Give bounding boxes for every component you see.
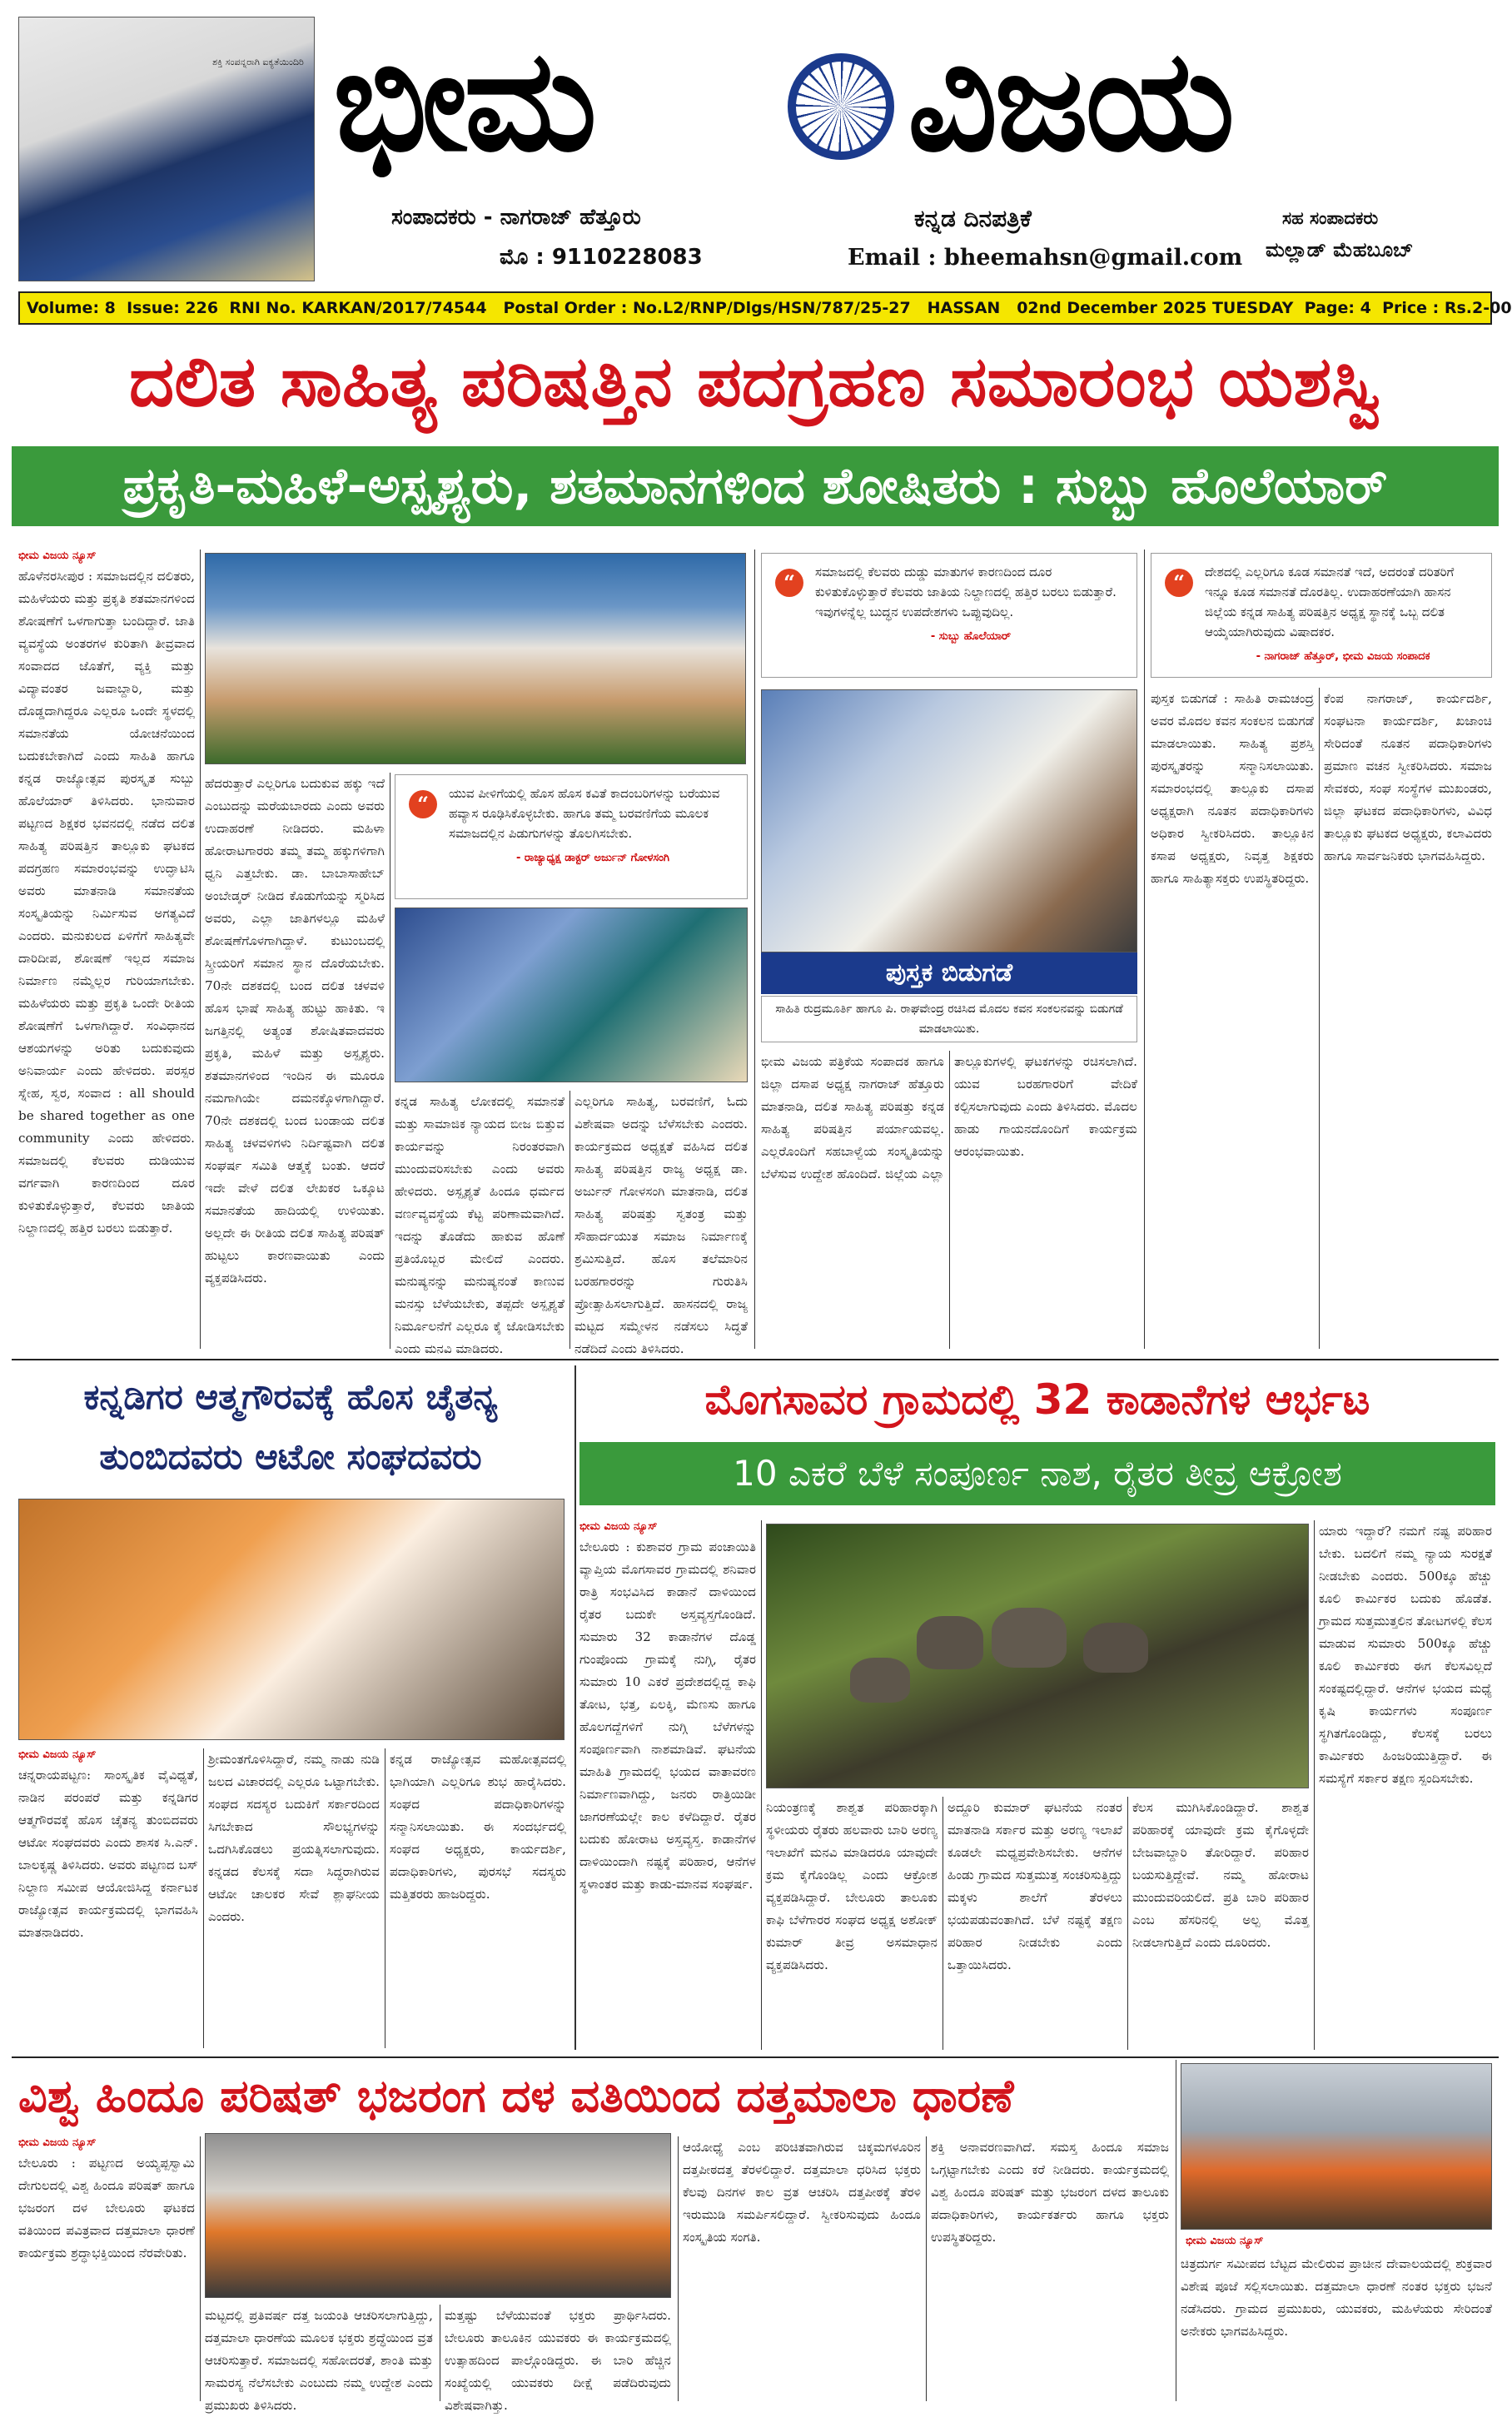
divider xyxy=(200,550,201,1349)
vhp-photo xyxy=(205,2133,671,2298)
divider xyxy=(678,2136,679,2401)
info-bar xyxy=(18,291,1512,325)
quote-icon: “ xyxy=(409,790,437,818)
elephant-col-2-text: ನಿಯಂತ್ರಣಕ್ಕೆ ಶಾಶ್ವತ ಪರಿಹಾರಕ್ಕಾಗಿ ಸ್ಥಳೀಯರು ರೈತರು ಹಲವಾರು ಬಾರಿ ಅರಣ್ಯ ಇಲಾಖೆಗೆ ಮನವಿ ಮಾಡಿದರೂ ಯಾವುದೇ ಕ್ರಮ ಕೈಗೊಂಡಿಲ್ಲ ಎಂದು ಆಕ್ರೋಶ ವ್ಯಕ್ತಪಡಿಸಿದ್ದಾರೆ. ಬೇಲೂರು ತಾಲೂಕು ಕಾಫಿ ಬೆಳೆಗಾರರ ಸಂಘದ ಅಧ್ಯಕ್ಷ ಅಶೋಕ್ ಕುಮಾರ್ ತೀವ್ರ ಅಸಮಾಧಾನ ವ್ಯಕ್ತಪಡಿಸಿದರು. xyxy=(766,1800,938,1972)
auto-headline: ಕನ್ನಡಿಗರ ಆತ್ಮಗೌರವಕ್ಕೆ ಹೊಸ ಚೈತನ್ಯ ತುಂಬಿದವರು ಆಟೋ ಸಂಘದವರು xyxy=(83,1376,498,1477)
elephant-shape xyxy=(850,1658,910,1703)
vhp-side-byline: ಭೀಮ ವಿಜಯ ನ್ಯೂಸ್ xyxy=(1186,2235,1264,2247)
divider xyxy=(926,2136,927,2401)
lead-col-6-text: ಪುಸ್ತಕ ಬಿಡುಗಡೆ : ಸಾಹಿತಿ ರಾಮಚಂದ್ರ ಅವರ ಮೊದಲ ಕವನ ಸಂಕಲನ ಬಿಡುಗಡೆ ಮಾಡಲಾಯಿತು. ಸಾಹಿತ್ಯ ಪ್ರಶಸ್ತಿ ಪುರಸ್ಕೃತರನ್ನು ಸನ್ಮಾನಿಸಲಾಯಿತು. ಸಮಾರಂಭದಲ್ಲಿ ತಾಲ್ಲೂಕು ದಸಾಪ ಅಧ್ಯಕ್ಷರಾಗಿ ನೂತನ ಪದಾಧಿಕಾರಿಗಳು ಅಧಿಕಾರ ಸ್ವೀಕರಿಸಿದರು. ತಾಲ್ಲೂಕಿನ ಕಸಾಪ ಅಧ್ಯಕ್ಷರು, ನಿವೃತ್ತ ಶಿಕ್ಷಕರು ಹಾಗೂ ಸಾಹಿತ್ಯಾಸಕ್ತರು ಉಪಸ್ಥಿತರಿದ್ದರು. xyxy=(1151,691,1314,886)
quote-3-text: ದೇಶದಲ್ಲಿ ಎಲ್ಲರಿಗೂ ಕೂಡ ಸಮಾನತೆ ಇದೆ, ಅದರಂತೆ ದರಿತರಿಗೆ ಇನ್ನೂ ಕೂಡ ಸಮಾನತೆ ದೊರತಿಲ್ಲ. ಉದಾಹರಣೆಯಾಗಿ ಹಾಸನ ಜಿಲ್ಲೆಯ ಕನ್ನಡ ಸಾಹಿತ್ಯ ಪರಿಷತ್ತಿನ ಅಧ್ಯಕ್ಷ ಸ್ಥಾನಕ್ಕೆ ಒಬ್ಬ ದಲಿತ ಆಯ್ಕೆಯಾಗಿರುವುದು ವಿಷಾದಕರ. xyxy=(1205,564,1455,639)
quote-nagaraj xyxy=(1151,553,1492,678)
elephant-shape xyxy=(992,1608,1067,1668)
vhp-col-1 xyxy=(18,2136,195,2401)
elephant-col-5-text: ಯಾರು ಇದ್ದಾರೆ? ನಮಗೆ ನಷ್ಟ ಪರಿಹಾರ ಬೇಕು. ಬದಲಿಗೆ ನಮ್ಮ ನ್ಯಾಯ ಸುರಕ್ಷತೆ ನೀಡಬೇಕು ಎಂದರು. 500ಕ್ಕೂ ಹೆಚ್ಚು ಕೂಲಿ ಕಾರ್ಮಿಕರ ಬದುಕು ಹೊಡೆತ. ಗ್ರಾಮದ ಸುತ್ತಮುತ್ತಲಿನ ತೋಟಗಳಲ್ಲಿ ಕೆಲಸ ಮಾಡುವ ಸುಮಾರು 500ಕ್ಕೂ ಹೆಚ್ಚು ಕೂಲಿ ಕಾರ್ಮಿಕರು ಈಗ ಕೆಲಸವಿಲ್ಲದೆ ಸಂಕಷ್ಟದಲ್ಲಿದ್ದಾರೆ. ಆನೆಗಳ ಭಯದ ಮಧ್ಯೆ ಕೃಷಿ ಕಾರ್ಯಗಳು ಸಂಪೂರ್ಣ ಸ್ಥಗಿತಗೊಂಡಿದ್ದು, ಕೆಲಸಕ್ಕೆ ಬರಲು ಕಾರ್ಮಿಕರು ಹಿಂಜರಿಯುತ್ತಿದ್ದಾರೆ. ಈ ಸಮಸ್ಯೆಗೆ ಸರ್ಕಾರ ತಕ್ಷಣ ಸ್ಪಂದಿಸಬೇಕು. xyxy=(1319,1524,1492,1786)
divider xyxy=(761,1520,762,2050)
elephant-col-1 xyxy=(579,1520,756,2050)
date: 02nd December 2025 TUESDAY xyxy=(1017,299,1294,317)
book-release-caption: ಸಾಹಿತಿ ರುದ್ರಮೂರ್ತಿ ಹಾಗೂ ಪಿ. ರಾಘವೇಂದ್ರ ರಚಿಸಿದ ಮೊದಲ ಕವನ ಸಂಕಲನವನ್ನು ಬಿಡುಗಡೆ ಮಾಡಲಾಯಿತು. xyxy=(761,996,1137,1042)
city: HASSAN xyxy=(927,299,1001,317)
lead-col-1-text: ಹೊಳೆನರಸೀಪುರ : ಸಮಾಜದಲ್ಲಿನ ದಲಿತರು, ಮಹಿಳೆಯರು ಮತ್ತು ಪ್ರಕೃತಿ ಶತಮಾನಗಳಿಂದ ಶೋಷಣೆಗೆ ಒಳಗಾಗುತ್ತಾ ಬಂದಿದ್ದಾರೆ. ಜಾತಿ ವ್ಯವಸ್ಥೆಯ ಅಂತರಗಳ ಕುರಿತಾಗಿ ತೀವ್ರವಾದ ಸಂವಾದದ ಜೊತೆಗೆ, ವ್ಯಕ್ತಿ ಮತ್ತು ವಿದ್ಯಾವಂತರ ಜವಾಬ್ದಾರಿ, ಮತ್ತು ದೊಡ್ಡದಾಗಿದ್ದರೂ ಎಲ್ಲರೂ ಒಂದೇ ಸ್ಥಳದಲ್ಲಿ ಸಮಾನತೆಯ ಯೋಚನೆಯಿಂದ ಬದುಕಬೇಕಾಗಿದೆ ಎಂದು ಸಾಹಿತಿ ಹಾಗೂ ಕನ್ನಡ ರಾಜ್ಯೋತ್ಸವ ಪುರಸ್ಕೃತ ಸುಬ್ಬು ಹೊಲೆಯಾರ್ ತಿಳಿಸಿದರು. ಭಾನುವಾರ ಪಟ್ಟಣದ ಶಿಕ್ಷಕರ ಭವನದಲ್ಲಿ ನಡೆದ ದಲಿತ ಸಾಹಿತ್ಯ ಪರಿಷತ್ತಿನ ತಾಲ್ಲೂಕು ಘಟಕದ ಪದಗ್ರಹಣ ಸಮಾರಂಭವನ್ನು ಉದ್ಘಾಟಿಸಿ ಅವರು ಮಾತನಾಡಿ ಸಮಾನತೆಯ ಸಂಸ್ಕೃತಿಯನ್ನು ನಿರ್ಮಿಸುವ ಅಗತ್ಯವಿದೆ ಎಂದರು. ಮನುಕುಲದ ಏಳಿಗೆಗೆ ಸಾಹಿತ್ಯವೇ ದಾರಿದೀಪ, ಶೋಷಣೆ ಇಲ್ಲದ ಸಮಾಜ ನಿರ್ಮಾಣ ನಮ್ಮೆಲ್ಲರ ಗುರಿಯಾಗಬೇಕು. ಮಹಿಳೆಯರು ಮತ್ತು ಪ್ರಕೃತಿ ಒಂದೇ ರೀತಿಯ ಶೋಷಣೆಗೆ ಒಳಗಾಗಿದ್ದಾರೆ. ಸಂವಿಧಾನದ ಆಶಯಗಳನ್ನು ಅರಿತು ಬದುಕುವುದು ಅನಿವಾರ್ಯ ಎಂದು ಹೇಳಿದರು. ಪರಸ್ಪರ ಸ್ನೇಹ, ಸ್ವರ, ಸಂವಾದ : all should be shared together as one community ಎಂದು ಹೇಳಿದರು. ಸಮಾಜದಲ್ಲಿ ಕೆಲವರು ದುಡಿಯುವ ವರ್ಗವಾಗಿ ಕಾರಣದಿಂದ ದೂರ ಕುಳಿತುಕೊಳ್ಳುತ್ತಾರೆ, ಕೆಲವರು ಜಾತಿಯ ನಿಲ್ದಾಣದಲ್ಲಿ ಹತ್ತಿರ ಬರಲು ಬಿಡುತ್ತಾರೆ. xyxy=(18,569,195,1236)
auto-col-1 xyxy=(18,1748,198,2048)
lead-headline: ದಲಿತ ಸಾಹಿತ್ಯ ಪರಿಷತ್ತಿನ ಪದಗ್ರಹಣ ಸಮಾರಂಭ ಯಶಸ್ವಿ xyxy=(129,341,1381,422)
section-divider xyxy=(12,1359,1499,1360)
lead-col-3-text: ಕನ್ನಡ ಸಾಹಿತ್ಯ ಲೋಕದಲ್ಲಿ ಸಮಾನತೆ ಮತ್ತು ಸಾಮಾಜಿಕ ನ್ಯಾಯದ ಬೀಜ ಬಿತ್ತುವ ಕಾರ್ಯವನ್ನು ನಿರಂತರವಾಗಿ ಮುಂದುವರಿಸಬೇಕು ಎಂದು ಅವರು ಹೇಳಿದರು. ಅಸ್ಪೃಶ್ಯತೆ ಹಿಂದೂ ಧರ್ಮದ ವರ್ಣವ್ಯವಸ್ಥೆಯ ಕೆಟ್ಟ ಪರಿಣಾಮವಾಗಿದೆ. ಇದನ್ನು ತೊಡೆದು ಹಾಕುವ ಹೊಣೆ ಪ್ರತಿಯೊಬ್ಬರ ಮೇಲಿದೆ ಎಂದರು. ಮನುಷ್ಯನನ್ನು ಮನುಷ್ಯನಂತೆ ಕಾಣುವ ಮನಸ್ಸು ಬೆಳೆಯಬೇಕು, ತಪ್ಪದೇ ಅಸ್ಪೃಶ್ಯತೆ ನಿರ್ಮೂಲನೆಗೆ ಎಲ್ಲರೂ ಕೈ ಜೋಡಿಸಬೇಕು ಎಂದು ಮನವಿ ಮಾಡಿದರು. xyxy=(395,1094,565,1356)
divider xyxy=(574,1365,576,2050)
divider xyxy=(203,1748,204,2048)
divider xyxy=(1319,688,1320,1349)
quote-1-text: ಯುವ ಪೀಳಿಗೆಯಲ್ಲಿ ಹೊಸ ಹೊಸ ಕವಿತೆ ಕಾದಂಬರಿಗಳನ್ನು ಬರೆಯುವ ಹವ್ಯಾಸ ರೂಢಿಸಿಕೊಳ್ಳಬೇಕು. ಹಾಗೂ ತಮ್ಮ ಬರವಣಿಗೆಯ ಮೂಲಕ ಸಮಾಜದಲ್ಲಿನ ಪಿಡುಗುಗಳನ್ನು ತೊಲಗಿಸಬೇಕು. xyxy=(449,786,720,841)
paper-type: ಕನ್ನಡ ದಿನಪತ್ರಿಕೆ xyxy=(914,205,1032,232)
elephant-col-4-text: ಕೆಲಸ ಮುಗಿಸಿಕೊಂಡಿದ್ದಾರೆ. ಶಾಶ್ವತ ಪರಿಹಾರಕ್ಕೆ ಯಾವುದೇ ಕ್ರಮ ಕೈಗೊಳ್ಳದೇ ಬೇಜವಾಬ್ದಾರಿ ತೋರಿದ್ದಾರೆ. ಪರಿಹಾರ ಬಯಸುತ್ತಿದ್ದೇವೆ. ನಮ್ಮ ಹೋರಾಟ ಮುಂದುವರಿಯಲಿದೆ. ಪ್ರತಿ ಬಾರಿ ಪರಿಹಾರ ಎಂಬ ಹೆಸರಿನಲ್ಲಿ ಅಲ್ಪ ಮೊತ್ತ ನೀಡಲಾಗುತ್ತಿದೆ ಎಂದು ದೂರಿದರು. xyxy=(1132,1800,1309,1950)
vhp-col-5-text: ಶಕ್ತಿ ಅನಾವರಣವಾಗಿದೆ. ಸಮಸ್ತ ಹಿಂದೂ ಸಮಾಜ ಒಗ್ಗಟ್ಟಾಗಬೇಕು ಎಂದು ಕರೆ ನೀಡಿದರು. ಕಾರ್ಯಕ್ರಮದಲ್ಲಿ ವಿಶ್ವ ಹಿಂದೂ ಪರಿಷತ್ ಮತ್ತು ಭಜರಂಗ ದಳದ ತಾಲೂಕು ಪದಾಧಿಕಾರಿಗಳು, ಕಾರ್ಯಕರ್ತರು ಹಾಗೂ ಭಕ್ತರು ಉಪಸ್ಥಿತರಿದ್ದರು. xyxy=(931,2140,1169,2245)
elephant-col-1-text: ಬೇಲೂರು : ಕುಶಾವರ ಗ್ರಾಮ ಪಂಚಾಯಿತಿ ವ್ಯಾಪ್ತಿಯ ಮೊಗಸಾವರ ಗ್ರಾಮದಲ್ಲಿ ಶನಿವಾರ ರಾತ್ರಿ ಸಂಭವಿಸಿದ ಕಾಡಾನೆ ದಾಳಿಯಿಂದ ರೈತರ ಬದುಕೇ ಅಸ್ತವ್ಯಸ್ತಗೊಂಡಿದೆ. ಸುಮಾರು 32 ಕಾಡಾನೆಗಳ ದೊಡ್ಡ ಗುಂಪೊಂದು ಗ್ರಾಮಕ್ಕೆ ನುಗ್ಗಿ, ರೈತರ ಸುಮಾರು 10 ಎಕರೆ ಪ್ರದೇಶದಲ್ಲಿದ್ದ ಕಾಫಿ ತೋಟ, ಭತ್ತ, ಏಲಕ್ಕಿ, ಮೆಣಸು ಹಾಗೂ ಹೊಲಗದ್ದೆಗಳಿಗೆ ನುಗ್ಗಿ ಬೆಳೆಗಳನ್ನು ಸಂಪೂರ್ಣವಾಗಿ ನಾಶಮಾಡಿವೆ. ಘಟನೆಯ ಮಾಹಿತಿ ಗ್ರಾಮದಲ್ಲಿ ಭಯದ ವಾತಾವರಣ ನಿರ್ಮಾಣವಾಗಿದ್ದು, ಜನರು ರಾತ್ರಿಯಿಡೀ ಜಾಗರಣೆಯಲ್ಲೇ ಕಾಲ ಕಳೆದಿದ್ದಾರೆ. ರೈತರ ಬದುಕು ಹೋರಾಟ ಅಸ್ತವ್ಯಸ್ತ. ಕಾಡಾನೆಗಳ ದಾಳಿಯಿಂದಾಗಿ ನಷ್ಟಕ್ಕೆ ಪರಿಹಾರ, ಆನೆಗಳ ಸ್ಥಳಾಂತರ ಮತ್ತು ಕಾಡು-ಮಾನವ ಸಂಘರ್ಷ. xyxy=(579,1539,756,1892)
auto-photo xyxy=(18,1499,565,1740)
lead-col-4-text: ಎಲ್ಲರಿಗೂ ಸಾಹಿತ್ಯ, ಬರವಣಿಗೆ, ಓದು ವಿಶೇಷವಾ ಅದನ್ನು ಬೆಳೆಸಬೇಕು ಎಂದರು. ಕಾರ್ಯಕ್ರಮದ ಅಧ್ಯಕ್ಷತೆ ವಹಿಸಿದ ದಲಿತ ಸಾಹಿತ್ಯ ಪರಿಷತ್ತಿನ ರಾಜ್ಯ ಅಧ್ಯಕ್ಷ ಡಾ. ಅರ್ಜುನ್ ಗೋಳಸಂಗಿ ಮಾತನಾಡಿ, ದಲಿತ ಸಾಹಿತ್ಯ ಪರಿಷತ್ತು ಸ್ವತಂತ್ರ ಮತ್ತು ಸೌಹಾರ್ದಯುತ ಸಮಾಜ ನಿರ್ಮಾಣಕ್ಕೆ ಶ್ರಮಿಸುತ್ತಿದೆ. ಹೊಸ ತಲೆಮಾರಿನ ಬರಹಗಾರರನ್ನು ಗುರುತಿಸಿ ಪ್ರೋತ್ಸಾಹಿಸಲಾಗುತ್ತಿದೆ. ಹಾಸನದಲ್ಲಿ ರಾಜ್ಯ ಮಟ್ಟದ ಸಮ್ಮೇಳನ ನಡೆಸಲು ಸಿದ್ಧತೆ ನಡೆದಿದೆ ಎಂದು ತಿಳಿಸಿದರು. xyxy=(574,1094,748,1356)
divider xyxy=(1314,1520,1315,2050)
vhp-col-4-text: ಆಯೋಧ್ಯೆ ಎಂಬ ಪರಿಚಿತವಾಗಿರುವ ಚಿಕ್ಕಮಗಳೂರಿನ ದತ್ತಪೀಠದತ್ತ ತೆರಳಲಿದ್ದಾರೆ. ದತ್ತಮಾಲಾ ಧರಿಸಿದ ಭಕ್ತರು ಕೆಲವು ದಿನಗಳ ಕಾಲ ವ್ರತ ಆಚರಿಸಿ ದತ್ತಪೀಠಕ್ಕೆ ತೆರಳಿ ಇರುಮುಡಿ ಸಮರ್ಪಿಸಲಿದ್ದಾರೆ. ಸ್ವೀಕರಿಸುವುದು ಹಿಂದೂ ಸಂಸ್ಕೃತಿಯ ಸಂಗತಿ. xyxy=(683,2140,921,2245)
divider xyxy=(200,2136,201,2401)
elephant-subheadline: 10 ಎಕರೆ ಬೆಳೆ ಸಂಪೂರ್ಣ ನಾಶ, ರೈತರ ತೀವ್ರ ಆಕ್ರೋಶ xyxy=(579,1442,1495,1505)
lead-subheadline: ಪ್ರಕೃತಿ-ಮಹಿಳೆ-ಅಸ್ಪೃಶ್ಯರು, ಶತಮಾನಗಳಿಂದ ಶೋಷಿತರು : ಸುಬ್ಬು ಹೊಲೆಯಾರ್ xyxy=(12,446,1499,526)
title-right: ವಿಜಯ xyxy=(908,19,1232,182)
email: Email : bheemahsn@gmail.com xyxy=(848,245,1243,271)
divider xyxy=(1144,550,1145,1349)
auto-col-2-text: ಶ್ರೀಮಂತಗೊಳಿಸಿದ್ದಾರೆ, ನಮ್ಮ ನಾಡು ನುಡಿ ಜಲದ ವಿಚಾರದಲ್ಲಿ ಎಲ್ಲರೂ ಒಟ್ಟಾಗಬೇಕು. ಸಂಘದ ಸದಸ್ಯರ ಬದುಕಿಗೆ ಸರ್ಕಾರದಿಂದ ಸಿಗಬೇಕಾದ ಸೌಲಭ್ಯಗಳನ್ನು ಒದಗಿಸಿಕೊಡಲು ಪ್ರಯತ್ನಿಸಲಾಗುವುದು. ಕನ್ನಡದ ಕೆಲಸಕ್ಕೆ ಸದಾ ಸಿದ್ಧರಾಗಿರುವ ಆಟೋ ಚಾಲಕರ ಸೇವೆ ಶ್ಲಾಘನೀಯ ಎಂದರು. xyxy=(208,1752,380,1924)
auto-col-1-text: ಚನ್ನರಾಯಪಟ್ಟಣ: ಸಾಂಸ್ಕೃತಿಕ ವೈವಿಧ್ಯತೆ, ನಾಡಿನ ಪರಂಪರೆ ಮತ್ತು ಕನ್ನಡಿಗರ ಆತ್ಮಗೌರವಕ್ಕೆ ಹೊಸ ಚೈತನ್ಯ ತುಂಬಿದವರು ಆಟೋ ಸಂಘದವರು ಎಂದು ಶಾಸಕ ಸಿ.ಎನ್. ಬಾಲಕೃಷ್ಣ ತಿಳಿಸಿದರು. ಅವರು ಪಟ್ಟಣದ ಬಸ್ ನಿಲ್ದಾಣ ಸಮೀಪ ಆಯೋಜಿಸಿದ್ದ ಕರ್ನಾಟಕ ರಾಜ್ಯೋತ್ಸವ ಕಾರ್ಯಕ್ರಮದಲ್ಲಿ ಭಾಗವಹಿಸಿ ಮಾತನಾಡಿದರು. xyxy=(18,1768,198,1940)
co-editor-label: ಸಹ ಸಂಪಾದಕರು xyxy=(1282,208,1379,228)
lead-byline: ಭೀಮ ವಿಜಯ ನ್ಯೂಸ್ xyxy=(18,550,97,562)
elephant-shape xyxy=(917,1616,983,1669)
quote-2-text: ಸಮಾಜದಲ್ಲಿ ಕೆಲವರು ದುಡ್ಡು ಮಾತುಗಳ ಕಾರಣದಿಂದ ದೂರ ಕುಳಿತುಕೊಳ್ಳುತ್ತಾರೆ ಕೆಲವರು ಜಾತಿಯ ನಿಲ್ದಾಣದಲ್ಲಿ ಹತ್ತಿರ ಬರಲು ಬಿಡುತ್ತಾರೆ. ಇವುಗಳನ್ನೆಲ್ಲ ಬುದ್ಧನ ಉಪದೇಶಗಳು ಒಪ್ಪುವುದಿಲ್ಲ. xyxy=(815,564,1117,619)
quote-subbu xyxy=(761,553,1137,678)
editor-line: ಸಂಪಾದಕರು - ನಾಗರಾಜ್ ಹೆತ್ತೂರು xyxy=(391,205,641,230)
lead-photo-speaker xyxy=(395,908,748,1082)
portrait-caption: ಶಕ್ತಿ ಸಂಪನ್ನರಾಗಿ ಐಕ್ಯತೆಯಿಂದಿರಿ xyxy=(212,57,304,67)
quote-icon: “ xyxy=(1165,569,1193,597)
vhp-headline: ವಿಶ್ವ ಹಿಂದೂ ಪರಿಷತ್ ಭಜರಂಗ ದಳ ವತಿಯಿಂದ ದತ್ತಮಾಲಾ ಧಾರಣೆ xyxy=(18,2070,1014,2122)
quote-arjun xyxy=(395,774,748,899)
price: Price : Rs.2-00 xyxy=(1382,299,1512,317)
lead-col-7-text: ಕೆಂಪ ನಾಗರಾಜ್, ಕಾರ್ಯದರ್ಶಿ, ಸಂಘಟನಾ ಕಾರ್ಯದರ್ಶಿ, ಖಜಾಂಚಿ ಸೇರಿದಂತೆ ನೂತನ ಪದಾಧಿಕಾರಿಗಳು ಪ್ರಮಾಣ ವಚನ ಸ್ವೀಕರಿಸಿದರು. ಸಮಾಜ ಸೇವಕರು, ಸಂಘ ಸಂಸ್ಥೆಗಳ ಮುಖಂಡರು, ಜಿಲ್ಲಾ ಘಟಕದ ಪದಾಧಿಕಾರಿಗಳು, ವಿವಿಧ ತಾಲ್ಲೂಕು ಘಟಕದ ಅಧ್ಯಕ್ಷರು, ಕಲಾವಿದರು ಹಾಗೂ ಸಾರ್ವಜನಿಕರು ಭಾಗವಹಿಸಿದ್ದರು. xyxy=(1324,691,1492,863)
elephant-photo xyxy=(766,1524,1309,1788)
issue: Issue: 226 xyxy=(127,299,219,317)
quote-icon: “ xyxy=(775,569,803,597)
mobile-number: ಮೊ : 9110228083 xyxy=(500,245,703,270)
section-divider xyxy=(12,2056,1499,2058)
ambedkar-portrait xyxy=(18,17,315,281)
volume: Volume: 8 xyxy=(27,299,116,317)
elephant-shape xyxy=(1083,1623,1148,1673)
book-release-label: ಪುಸ್ತಕ ಬಿಡುಗಡೆ xyxy=(761,952,1137,994)
lead-col-1 xyxy=(18,550,195,1349)
divider xyxy=(754,550,755,1349)
book-release-photo xyxy=(761,689,1137,952)
auto-byline: ಭೀಮ ವಿಜಯ ನ್ಯೂಸ್ xyxy=(18,1748,97,1761)
masthead-title xyxy=(333,18,1499,201)
lead-col-2-text: ಹೆದರುತ್ತಾರೆ ಎಲ್ಲರಿಗೂ ಬದುಕುವ ಹಕ್ಕು ಇದೆ ಎಂಬುದನ್ನು ಮರೆಯಬಾರದು ಎಂದು ಅವರು ಉದಾಹರಣೆ ನೀಡಿದರು. ಮಹಿಳಾ ಹೋರಾಟಗಾರರು ತಮ್ಮ ತಮ್ಮ ಹಕ್ಕುಗಳಿಗಾಗಿ ಧ್ವನಿ ಎತ್ತಬೇಕು. ಡಾ. ಬಾಬಾಸಾಹೇಬ್ ಅಂಬೇಡ್ಕರ್ ನೀಡಿದ ಕೊಡುಗೆಯನ್ನು ಸ್ಮರಿಸಿದ ಅವರು, ಎಲ್ಲಾ ಜಾತಿಗಳಲ್ಲೂ ಮಹಿಳೆ ಶೋಷಣೆಗೊಳಗಾಗಿದ್ದಾಳೆ. ಕುಟುಂಬದಲ್ಲಿ ಸ್ತ್ರೀಯರಿಗೆ ಸಮಾನ ಸ್ಥಾನ ದೊರೆಯಬೇಕು. 70ನೇ ದಶಕದಲ್ಲಿ ಬಂದ ದಲಿತ ಚಳವಳಿ ಹೊಸ ಭಾಷೆ ಸಾಹಿತ್ಯ ಹುಟ್ಟು ಹಾಕಿತು. ಇ ಜಗತ್ತಿನಲ್ಲಿ ಅತ್ಯಂತ ಶೋಷಿತವಾದವರು ಪ್ರಕೃತಿ, ಮಹಿಳೆ ಮತ್ತು ಅಸ್ಪೃಶ್ಯರು. ಶತಮಾನಗಳಿಂದ ಇಂದಿನ ಈ ಮೂರೂ ನಮಗಾಗಿಯೇ ದಮನಕ್ಕೊಳಗಾಗಿದ್ದಾರೆ. 70ನೇ ದಶಕದಲ್ಲಿ ಬಂದ ಬಂಡಾಯ ದಲಿತ ಸಾಹಿತ್ಯ ಚಳವಳಿಗಳು ನಿರ್ದಿಷ್ಟವಾಗಿ ದಲಿತ ಸಂಘರ್ಷ ಸಮಿತಿ ಆತ್ಮಕ್ಕೆ ಬಂತು. ಆದರೆ ಇದೇ ವೇಳೆ ದಲಿತ ಲೇಖಕರ ಒಕ್ಕೂಟ ಸಮಾನತೆಯ ಹಾದಿಯಲ್ಲಿ ಉಳಿಯಿತು. ಅಲ್ಲದೇ ಈ ರೀತಿಯ ದಲಿತ ಸಾಹಿತ್ಯ ಪರಿಷತ್ ಹುಟ್ಟಲು ಕಾರಣವಾಯಿತು ಎಂದು ವ್ಯಕ್ತಪಡಿಸಿದರು. xyxy=(205,776,385,1286)
quote-1-signature: - ರಾಜ್ಯಾಧ್ಯಕ್ಷ ಡಾಕ್ಟರ್ ಅರ್ಜುನ್ ಗೋಳಸಂಗಿ xyxy=(515,852,670,864)
auto-col-3-text: ಕನ್ನಡ ರಾಜ್ಯೋತ್ಸವ ಮಹೋತ್ಸವದಲ್ಲಿ ಭಾಗಿಯಾಗಿ ಎಲ್ಲರಿಗೂ ಶುಭ ಹಾರೈಸಿದರು. ಸಂಘದ ಪದಾಧಿಕಾರಿಗಳನ್ನು ಸನ್ಮಾನಿಸಲಾಯಿತು. ಈ ಸಂದರ್ಭದಲ್ಲಿ ಸಂಘದ ಅಧ್ಯಕ್ಷರು, ಕಾರ್ಯದರ್ಶಿ, ಪದಾಧಿಕಾರಿಗಳು, ಪುರಸಭೆ ಸದಸ್ಯರು ಮತ್ತಿತರರು ಹಾಜರಿದ್ದರು. xyxy=(390,1752,566,1902)
elephant-col-3-text: ಅದ್ದೂರಿ ಕುಮಾರ್ ಘಟನೆಯ ನಂತರ ಮಾತನಾಡಿ ಸರ್ಕಾರ ಮತ್ತು ಅರಣ್ಯ ಇಲಾಖೆ ಕೂಡಲೇ ಮಧ್ಯಪ್ರವೇಶಿಸಬೇಕು. ಆನೆಗಳ ಹಿಂಡು ಗ್ರಾಮದ ಸುತ್ತಮುತ್ತ ಸಂಚರಿಸುತ್ತಿದ್ದು ಮಕ್ಕಳು ಶಾಲೆಗೆ ತೆರಳಲು ಭಯಪಡುವಂತಾಗಿದೆ. ಬೆಳೆ ನಷ್ಟಕ್ಕೆ ತಕ್ಷಣ ಪರಿಹಾರ ನೀಡಬೇಕು ಎಂದು ಒತ್ತಾಯಿಸಿದರು. xyxy=(947,1800,1122,1972)
lead-photo-lamp-lighting xyxy=(205,553,746,764)
vhp-byline: ಭೀಮ ವಿಜಯ ನ್ಯೂಸ್ xyxy=(18,2136,97,2149)
vhp-side-photo xyxy=(1181,2063,1492,2230)
elephant-byline: ಭೀಮ ವಿಜಯ ನ್ಯೂಸ್ xyxy=(579,1520,658,1533)
quote-3-signature: - ನಾಗರಾಜ್ ಹೆತ್ತೂರ್, ಭೀಮ ವಿಜಯ ಸಂಪಾದಕ xyxy=(1256,650,1430,663)
vhp-col-2-text: ಮಟ್ಟದಲ್ಲಿ ಪ್ರತಿವರ್ಷ ದತ್ತ ಜಯಂತಿ ಆಚರಿಸಲಾಗುತ್ತಿದ್ದು, ದತ್ತಮಾಲಾ ಧಾರಣೆಯ ಮೂಲಕ ಭಕ್ತರು ಶ್ರದ್ಧೆಯಿಂದ ವ್ರತ ಆಚರಿಸುತ್ತಾರೆ. ಸಮಾಜದಲ್ಲಿ ಸಹೋದರತೆ, ಶಾಂತಿ ಮತ್ತು ಸಾಮರಸ್ಯ ನೆಲೆಸಬೇಕು ಎಂಬುದು ನಮ್ಮ ಉದ್ದೇಶ ಎಂದು ಪ್ರಮುಖರು ತಿಳಿಸಿದರು. xyxy=(205,2308,433,2413)
vhp-col-1-text: ಬೇಲೂರು : ಪಟ್ಟಣದ ಅಯ್ಯಪ್ಪಸ್ವಾಮಿ ದೇಗುಲದಲ್ಲಿ ವಿಶ್ವ ಹಿಂದೂ ಪರಿಷತ್ ಹಾಗೂ ಭಜರಂಗ ದಳ ಬೇಲೂರು ಘಟಕದ ವತಿಯಿಂದ ಪವಿತ್ರವಾದ ದತ್ತಮಾಲಾ ಧಾರಣೆ ಕಾರ್ಯಕ್ರಮ ಶ್ರದ್ಧಾಭಕ್ತಿಯಿಂದ ನೆರವೇರಿತು. xyxy=(18,2156,195,2260)
ashoka-chakra-icon xyxy=(788,53,894,160)
page-number: Page: 4 xyxy=(1304,299,1371,317)
elephant-headline: ಮೊಗಸಾವರ ಗ್ರಾಮದಲ್ಲಿ 32 ಕಾಡಾನೆಗಳ ಆರ್ಭಟ xyxy=(704,1375,1370,1424)
vhp-col-6-text: ಚಿತ್ರದುರ್ಗ ಸಮೀಪದ ಬೆಟ್ಟದ ಮೇಲಿರುವ ಪ್ರಾಚೀನ ದೇವಾಲಯದಲ್ಲಿ ಶುಕ್ರವಾರ ವಿಶೇಷ ಪೂಜೆ ಸಲ್ಲಿಸಲಾಯಿತು. ದತ್ತಮಾಲಾ ಧಾರಣೆ ನಂತರ ಭಕ್ತರು ಭಜನೆ ನಡೆಸಿದರು. ಗ್ರಾಮದ ಪ್ರಮುಖರು, ಯುವಕರು, ಮಹಿಳೆಯರು ಸೇರಿದಂತೆ ಅನೇಕರು ಭಾಗವಹಿಸಿದ್ದರು. xyxy=(1181,2256,1492,2339)
vhp-col-3-text: ಮತ್ತಷ್ಟು ಬೆಳೆಯುವಂತೆ ಭಕ್ತರು ಪ್ರಾರ್ಥಿಸಿದರು. ಬೇಲೂರು ತಾಲೂಕಿನ ಯುವಕರು ಈ ಕಾರ್ಯಕ್ರಮದಲ್ಲಿ ಉತ್ಸಾಹದಿಂದ ಪಾಲ್ಗೊಂಡಿದ್ದರು. ಈ ಬಾರಿ ಹೆಚ್ಚಿನ ಸಂಖ್ಯೆಯಲ್ಲಿ ಯುವಕರು ದೀಕ್ಷೆ ಪಡೆದಿರುವುದು ವಿಶೇಷವಾಗಿತ್ತು. xyxy=(445,2308,671,2413)
divider xyxy=(1127,1797,1128,2050)
postal-order: Postal Order : No.L2/RNP/Dlgs/HSN/787/25-27 xyxy=(503,299,911,317)
divider xyxy=(569,1091,570,1349)
title-left: ಭೀಮ xyxy=(333,19,594,182)
quote-2-signature: - ಸುಬ್ಬು ಹೊಲೆಯಾರ್ xyxy=(930,630,1012,643)
rni: RNI No. KARKAN/2017/74544 xyxy=(229,299,487,317)
co-editor-name: ಮಲ್ಲಾಡ್ ಮೆಹಬೂಬ್ xyxy=(1266,238,1414,261)
lead-col-5-text: ಭೀಮ ವಿಜಯ ಪತ್ರಿಕೆಯ ಸಂಪಾದಕ ಹಾಗೂ ಜಿಲ್ಲಾ ದಸಾಪ ಅಧ್ಯಕ್ಷ ನಾಗರಾಜ್ ಹೆತ್ತೂರು ಮಾತನಾಡಿ, ದಲಿತ ಸಾಹಿತ್ಯ ಪರಿಷತ್ತು ಕನ್ನಡ ಸಾಹಿತ್ಯ ಪರಿಷತ್ತಿನ ಪರ್ಯಾಯವಲ್ಲ. ಎಲ್ಲರೊಂದಿಗೆ ಸಹಬಾಳ್ವೆಯ ಸಂಸ್ಕೃತಿಯನ್ನು ಬೆಳೆಸುವ ಉದ್ದೇಶ ಹೊಂದಿದೆ. ಜಿಲ್ಲೆಯ ಎಲ್ಲಾ ತಾಲ್ಲೂಕುಗಳಲ್ಲಿ ಘಟಕಗಳನ್ನು ರಚಿಸಲಾಗಿದೆ. ಯುವ ಬರಹಗಾರರಿಗೆ ವೇದಿಕೆ ಕಲ್ಪಿಸಲಾಗುವುದು ಎಂದು ತಿಳಿಸಿದರು. ಮೊದಲ ಹಾಡು ಗಾಯನದೊಂದಿಗೆ ಕಾರ್ಯಕ್ರಮ ಆರಂಭವಾಯಿತು. xyxy=(761,1054,1137,1181)
